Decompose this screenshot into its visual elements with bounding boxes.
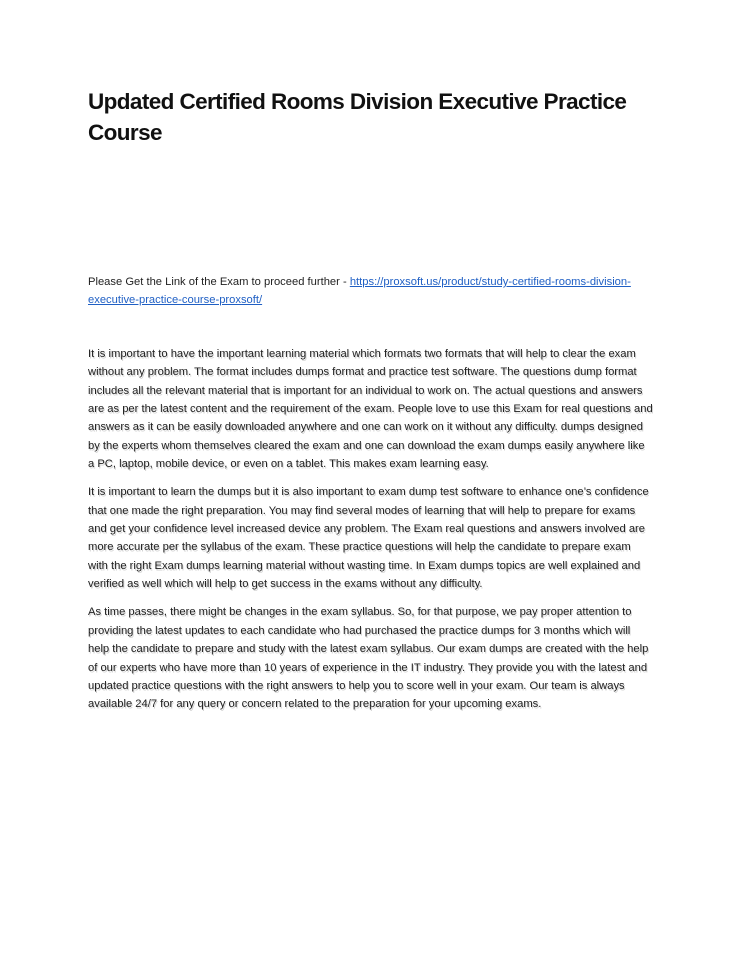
page-title: Updated Certified Rooms Division Executive Practice Course — [88, 89, 627, 145]
body-paragraph: As time passes, there might be changes in the exam syllabus. So, for that purpose, we pay proper attention to providing the latest updates to each candidate who had purchased the practice dumps for 3 months which will help the candidate to prepare and study with the latest exam syllabus. Our exam dumps are created with the help of our experts who have more than 10 years of experience in the IT industry. They provide you with the latest and updated practice questions with the right answers to help you to score well in your exam. Our team is always available 24/7 for any query or concern related to the preparation for your upcoming exams. — [88, 606, 649, 711]
body-paragraph: It is important to have the important learning material which formats two formats that will help to clear the exam without any problem. The format includes dumps format and practice test software. The questions dump format includes all the relevant material that is important for an individual to work on. The actual questions and answers are as per the latest content and the requirement of the exam. People love to use this Exam for real questions and answers as it can be easily downloaded anywhere and one can work on it without any difficulty. dumps designed by the experts whom themselves cleared the exam and one can download the exam dumps easily anywhere like a PC, laptop, mobile device, or even on a tablet. This makes exam learning easy. — [88, 348, 653, 471]
link-intro-text: Please Get the Link of the Exam to proceed further - — [88, 276, 350, 288]
exam-link[interactable]: https://proxsoft.us/product/study-certified-rooms-division-executive-practice-course-proxsoft/ — [88, 276, 631, 306]
exam-link-line — [88, 273, 653, 309]
document-body — [88, 345, 653, 724]
body-paragraph: It is important to learn the dumps but it is also important to exam dump test software to enhance one’s confidence that one made the right preparation. You may find several modes of learning that will help to prepare for exams and get your confidence level increased device any problem. The Exam real questions and answers involved are more accurate per the syllabus of the exam. These practice questions will help the candidate to prepare exam with the right Exam dumps learning material without wasting time. In Exam dumps topics are well explained and verified as well which will help to get success in the exams without any difficulty. — [88, 486, 649, 591]
